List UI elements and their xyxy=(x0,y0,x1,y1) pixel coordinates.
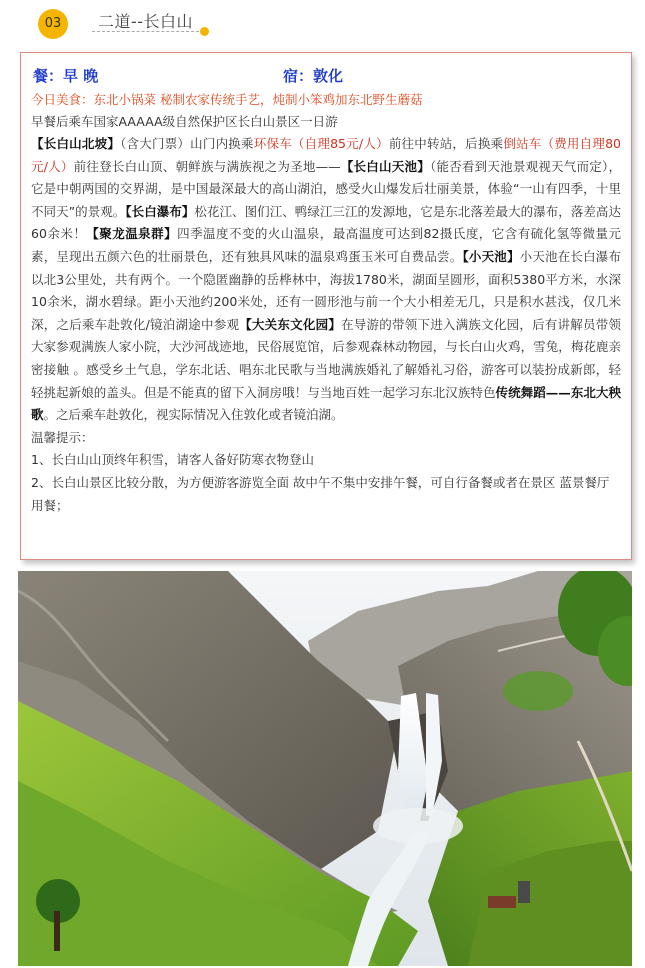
dance-title: 传统舞蹈——东北大秧歌 xyxy=(31,384,621,423)
food-highlight: 今日美食：东北小锅菜 秘制农家传统手艺，炖制小笨鸡加东北野生蘑菇 xyxy=(31,92,423,107)
itinerary-text-b: 前往登长白山顶、朝鲜族与满族视之为圣地—— xyxy=(73,158,341,174)
culture-park-title: 【大关东文化园】 xyxy=(239,316,342,332)
culture-park-text: 在导游的带领下进入满族文化园，后有讲解员带领大家参观满族人家小院，大沙河战迹地，民俗展览馆，后参观森林动物园，与长白山火鸡，雪兔，梅花鹿亲密接触 。感受乡土气息，学东北话、唱东北民歌与当地满族婚礼了解婚礼习俗，游客可以装扮成新郎，轻轻挑起新娘的盖头。但是不能真的留下入洞房哦！与当地百姓一起学习东北汉族特色 xyxy=(31,316,621,400)
lodging-label: 宿：敦化 xyxy=(283,67,344,85)
hotspring-title: 【聚龙温泉群】 xyxy=(86,226,178,242)
hotspring-text: 四季温度不变的火山温泉，最高温度可达到82摄氏度，它含有硫化氢等微量元素，呈现出五颜六色的壮丽景色，还有独具风味的温泉鸡蛋玉米可自费品尝。 xyxy=(31,226,621,264)
meal-lodging-row xyxy=(31,63,621,87)
eco-bus-price: 环保车（自理85元/人） xyxy=(253,136,389,151)
day-number-badge: 03 xyxy=(38,9,68,39)
small-tianchi-text: 小天池在长白瀑布以北3公里处，共有两个。一个隐匿幽静的岳桦林中，海拔1780米，湖面呈圆形，面积5380平方米，水深10余米，湖水碧绿。距小天池约200米处，还有一圆形池与前一个大小相差无几，只是积水甚浅，仅几米深，之后乘车赴敦化/镜泊湖途中参观 xyxy=(31,248,621,332)
waterfall-text: 松花江、图们江、鸭绿江三江的发源地，它是东北落差最大的瀑布，落差高达60余米！ xyxy=(31,203,621,242)
meal-label: 餐：早 晚 xyxy=(33,67,99,85)
transfer-bus-price: 倒站车（费用自理80元/人） xyxy=(31,136,621,174)
tip-item: 1、长白山山顶终年积雪，请客人备好防寒衣物登山 xyxy=(31,452,314,468)
day-title: 二道--长白山 xyxy=(98,12,194,31)
tips-title: 温馨提示： xyxy=(31,429,94,445)
small-tianchi-title: 【小天池】 xyxy=(462,248,520,264)
day-intro: 早餐后乘车国家AAAAA级自然保护区长白山景区一日游 xyxy=(31,114,338,129)
tianchi-title: 【长白山天池】 xyxy=(340,158,430,174)
tip-item: 2、长白山景区比较分散，为方便游客游览全面 故中午不集中安排午餐，可自行备餐或者在景区 蓝景餐厅用餐； xyxy=(31,474,610,513)
day-header xyxy=(38,6,218,40)
tianchi-text: （能否看到天池景观视天气而定），它是中朝两国的交界湖，是中国最深最大的高山湖泊，感受火山爆发后壮丽美景，体验“一山有四季，十里不同天”的景观。 xyxy=(31,158,621,219)
itinerary-text xyxy=(31,133,621,427)
waterfall-title: 【长白瀑布】 xyxy=(125,203,195,219)
waterfall-photo xyxy=(18,571,632,966)
itinerary-card xyxy=(20,52,632,560)
itinerary-text-a: 前往中转站，后换乘 xyxy=(388,136,504,151)
north-slope-title: 【长白山北坡】 xyxy=(31,136,121,151)
closing-text: 。之后乘车赴敦化，视实际情况入住敦化或者镜泊湖。 xyxy=(43,407,344,423)
title-dot xyxy=(200,27,209,36)
north-slope-text: （含大门票）山门内换乘 xyxy=(120,136,254,151)
title-underline xyxy=(92,31,204,32)
